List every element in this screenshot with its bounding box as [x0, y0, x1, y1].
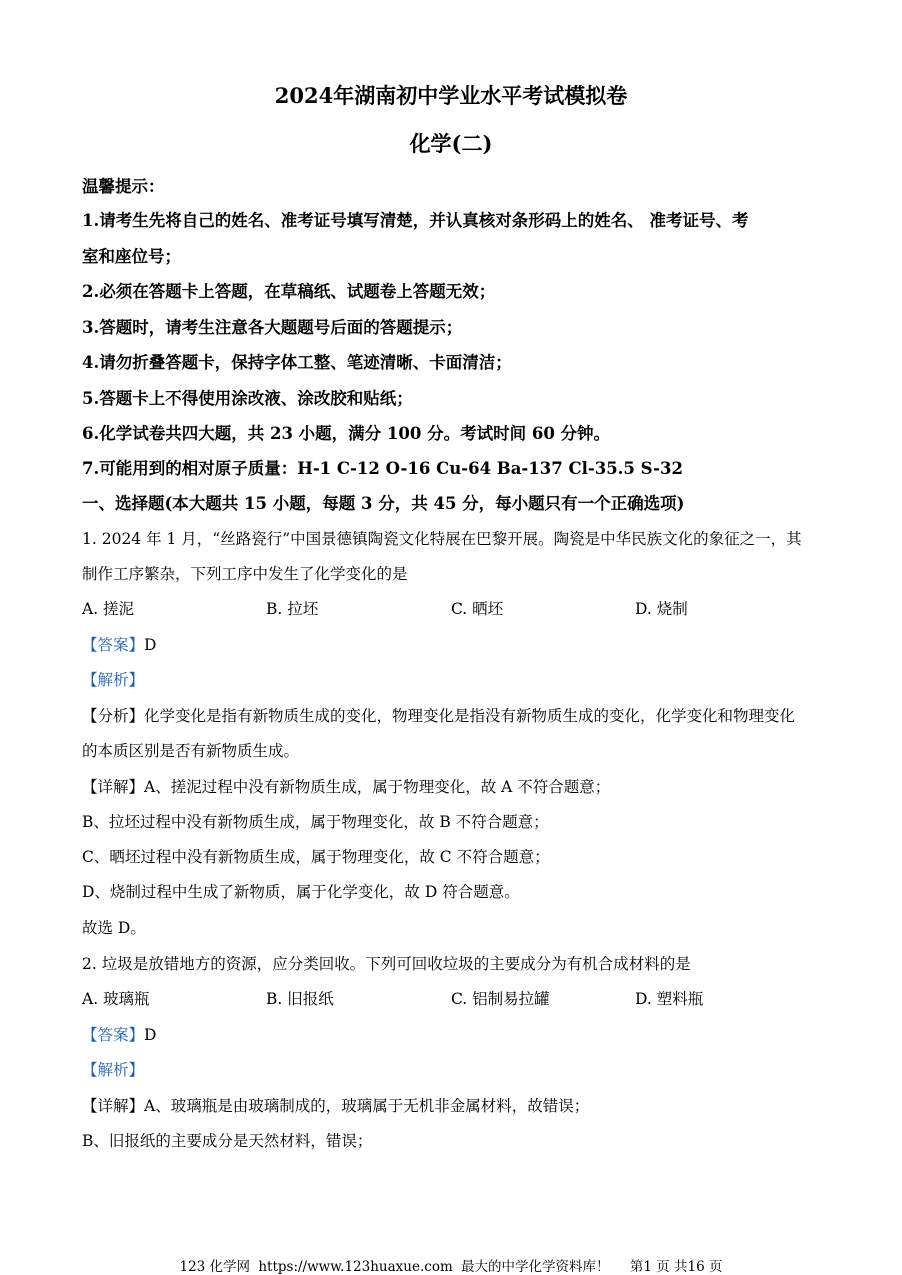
question-2-option-b: B. 旧报纸 [266, 990, 334, 1008]
question-1-analysis-cont: 的本质区别是否有新物质生成。 [82, 742, 300, 760]
question-1-option-a: A. 搓泥 [82, 600, 135, 618]
footer-slogan: 最大的中学化学资料库！ [461, 1259, 610, 1275]
fenxi-tag: 【分析】 [82, 707, 145, 725]
page-number: 第1 页 共16 页 [629, 1259, 723, 1275]
question-1-detail-line: D、烧制过程中生成了新物质，属于化学变化，故 D 符合题意。 [82, 883, 520, 901]
footer-site: 123 化学网 [179, 1259, 251, 1275]
footer-url[interactable]: https://www.123huaxue.com [258, 1259, 453, 1275]
question-1-analysis [82, 704, 795, 726]
question-2-option-d: D. 塑料瓶 [635, 990, 704, 1008]
question-2-detail [82, 1094, 589, 1116]
tip-item: 室和座位号； [82, 247, 181, 266]
question-1-option-d: D. 烧制 [635, 600, 688, 618]
detail-text: A、搓泥过程中没有新物质生成，属于物理变化，故 A 不符合题意； [144, 778, 611, 796]
question-1-answer [82, 633, 156, 655]
question-2-stem: 2. 垃圾是放错地方的资源，应分类回收。下列可回收垃圾的主要成分为有机合成材料的是 [82, 955, 691, 973]
question-2-option-a: A. 玻璃瓶 [82, 990, 150, 1008]
page-footer [0, 1255, 902, 1275]
question-1-option-c: C. 晒坯 [451, 600, 504, 618]
fenxi-text: 化学变化是指有新物质生成的变化，物理变化是指没有新物质生成的变化，化学变化和物理变化 [144, 707, 796, 725]
tips-heading: 温馨提示： [82, 177, 165, 196]
tip-item: 7.可能用到的相对原子质量：H-1 C-12 O-16 Cu-64 Ba-137 Cl-35.5 S-32 [82, 459, 683, 478]
section-heading: 一、选择题(本大题共 15 小题，每题 3 分，共 45 分，每小题只有一个正确选项) [82, 494, 685, 513]
question-1-detail-line: C、晒坯过程中没有新物质生成，属于物理变化，故 C 不符合题意； [82, 848, 550, 866]
analysis-tag: 【解析】 [82, 671, 145, 689]
answer-value: D [144, 636, 157, 654]
question-2-detail-line: B、旧报纸的主要成分是天然材料，错误； [82, 1132, 373, 1150]
question-1-detail [82, 775, 610, 797]
detail-tag: 【详解】 [82, 1097, 145, 1115]
answer-tag: 【答案】 [82, 1026, 145, 1044]
analysis-tag: 【解析】 [82, 1061, 145, 1079]
tip-item: 5.答题卡上不得使用涂改液、涂改胶和贴纸； [82, 389, 413, 408]
exam-title: 2024年湖南初中学业水平考试模拟卷 [274, 83, 628, 108]
exam-subtitle: 化学(二) [409, 131, 493, 156]
tip-item: 2.必须在答题卡上答题，在草稿纸、试题卷上答题无效； [82, 282, 496, 301]
answer-tag: 【答案】 [82, 636, 145, 654]
question-2-answer [82, 1023, 156, 1045]
question-2-option-c: C. 铝制易拉罐 [451, 990, 550, 1008]
question-1-option-b: B. 拉坯 [266, 600, 319, 618]
detail-tag: 【详解】 [82, 778, 145, 796]
question-1-conclusion: 故选 D。 [82, 919, 146, 937]
tip-item: 6.化学试卷共四大题，共 23 小题，满分 100 分。考试时间 60 分钟。 [82, 424, 611, 443]
question-1-detail-line: B、拉坯过程中没有新物质生成，属于物理变化，故 B 不符合题意； [82, 813, 549, 831]
tip-item: 4.请勿折叠答题卡，保持字体工整、笔迹清晰、卡面清洁； [82, 353, 512, 372]
tip-item: 3.答题时，请考生注意各大题题号后面的答题提示； [82, 318, 463, 337]
question-1-stem: 制作工序繁杂，下列工序中发生了化学变化的是 [82, 565, 408, 583]
tip-item: 1.请考生先将自己的姓名、准考证号填写清楚，并认真核对条形码上的姓名、 准考证号、考 [82, 211, 749, 230]
answer-value: D [144, 1026, 157, 1044]
question-1-stem: 1. 2024 年 1 月，“丝路瓷行”中国景德镇陶瓷文化特展在巴黎开展。陶瓷是中华民族文化的象征之一，其 [82, 530, 802, 548]
detail-text: A、玻璃瓶是由玻璃制成的，玻璃属于无机非金属材料，故错误； [144, 1097, 590, 1115]
